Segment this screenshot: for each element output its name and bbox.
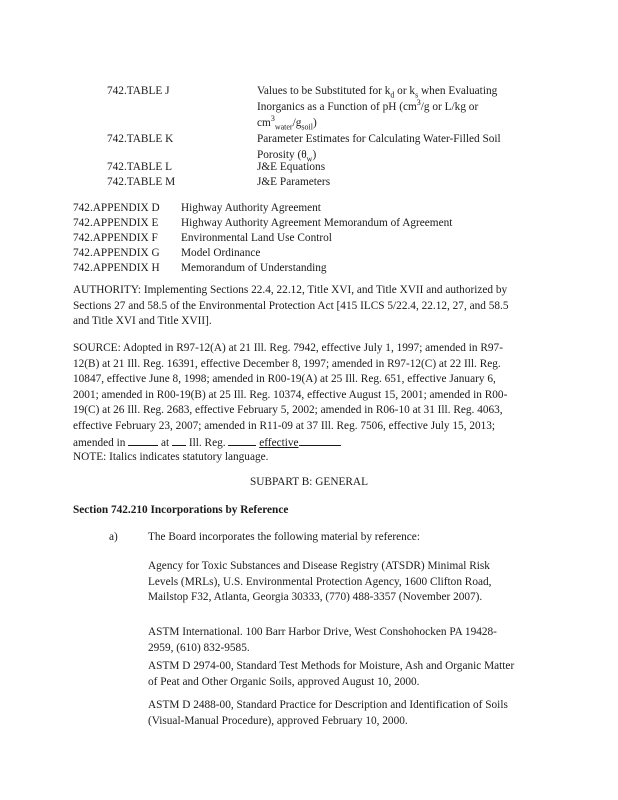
appendix-title: Memorandum of Understanding — [181, 262, 327, 274]
reference-entry: ASTM International. 100 Barr Harbor Drive, West Conshohocken PA 19428- 2959, (610) 832-9585. — [148, 626, 497, 654]
table-title: Inorganics as a Function of pH ($cm^3/g$ or L/kg or — [257, 98, 479, 113]
appendix-title: Environmental Land Use Control — [181, 232, 332, 244]
subpart-heading: SUBPART B: GENERAL — [250, 476, 368, 488]
table-title: Values to be Substituted for $k_d$ or $k_s$ when Evaluating — [257, 85, 498, 100]
source-paragraph: SOURCE: Adopted in R97-12(A) at 21 Ill. Reg. 7942, effective July 1, 1997; amended in R97- 12(B) at 21 Ill. Reg. 16391, effective December 8, 1997; amended in R97-12(C) at 22 Ill. Reg. 10847, effective June 8, 1998; amended in R00-19(A) at 25 Ill. Reg. 651, effective January 6, 2001; amended in R00-19(B) at 25 Ill. Reg. 10374, effective August 15, 2001; amended in R00- 19(C) at 26 Ill. Reg. 2683, effective February 5, 2002; amended in R06-10 at 31 Ill. Reg. 4063, effective February 23, 2007; amended in R11-09 at 37 Ill. Reg. 7506, effective July 15, 2013; amended in at Ill. Reg. effective — [73, 341, 545, 451]
table-title: $cm^3_{water}/g_{soil}$) — [257, 114, 317, 132]
item-label: a) — [109, 531, 118, 543]
appendix-id: 742.APPENDIX G — [73, 247, 160, 259]
appendix-id: 742.APPENDIX F — [73, 232, 158, 244]
appendix-title: Highway Authority Agreement Memorandum of Agreement — [181, 217, 453, 229]
table-id: 742.TABLE J — [107, 85, 170, 97]
table-id: 742.TABLE L — [107, 161, 172, 173]
reference-entry: ASTM D 2974-00, Standard Test Methods for Moisture, Ash and Organic Matter of Peat and Other Organic Soils, approved August 10, 2000. — [148, 660, 515, 688]
note-text: NOTE: Italics indicates statutory language. — [73, 451, 269, 463]
reference-entry: ASTM D 2488-00, Standard Practice for Description and Identification of Soils (Visual-Manual Procedure), approved February 10, 2000. — [148, 699, 508, 727]
table-title: Porosity $(\theta_w)$ — [257, 149, 317, 164]
section-heading: Section 742.210 Incorporations by Reference — [73, 504, 289, 516]
authority-paragraph: AUTHORITY: Implementing Sections 22.4, 22.12, Title XVI, and Title XVII and authorized by Sections 27 and 58.5 of the Environmental Protection Act [415 ILCS 5/22.4, 22.12, 27, and 58.5 and Title XVI and Title XVII]. — [73, 284, 509, 328]
table-id: 742.TABLE K — [107, 133, 174, 145]
table-title: Parameter Estimates for Calculating Water-Filled Soil — [257, 133, 501, 145]
reference-entry: Agency for Toxic Substances and Disease Registry (ATSDR) Minimal Risk Levels (MRLs), U.S. Environmental Protection Agency, 1600 Clifton Road, Mailstop F32, Atlanta, Georgia 30333, (770) 488-3357 (November 2007). — [148, 560, 492, 604]
table-title: J&E Equations — [257, 161, 326, 173]
table-id: 742.TABLE M — [107, 176, 176, 188]
table-title: J&E Parameters — [257, 176, 331, 188]
appendix-title: Highway Authority Agreement — [181, 202, 321, 214]
appendix-title: Model Ordinance — [181, 247, 261, 259]
item-text: The Board incorporates the following material by reference: — [148, 531, 420, 543]
source-amendment-blank-line: amended in at Ill. Reg. effective — [73, 435, 545, 452]
appendix-id: 742.APPENDIX E — [73, 217, 159, 229]
appendix-id: 742.APPENDIX H — [73, 262, 160, 274]
appendix-id: 742.APPENDIX D — [73, 202, 160, 214]
